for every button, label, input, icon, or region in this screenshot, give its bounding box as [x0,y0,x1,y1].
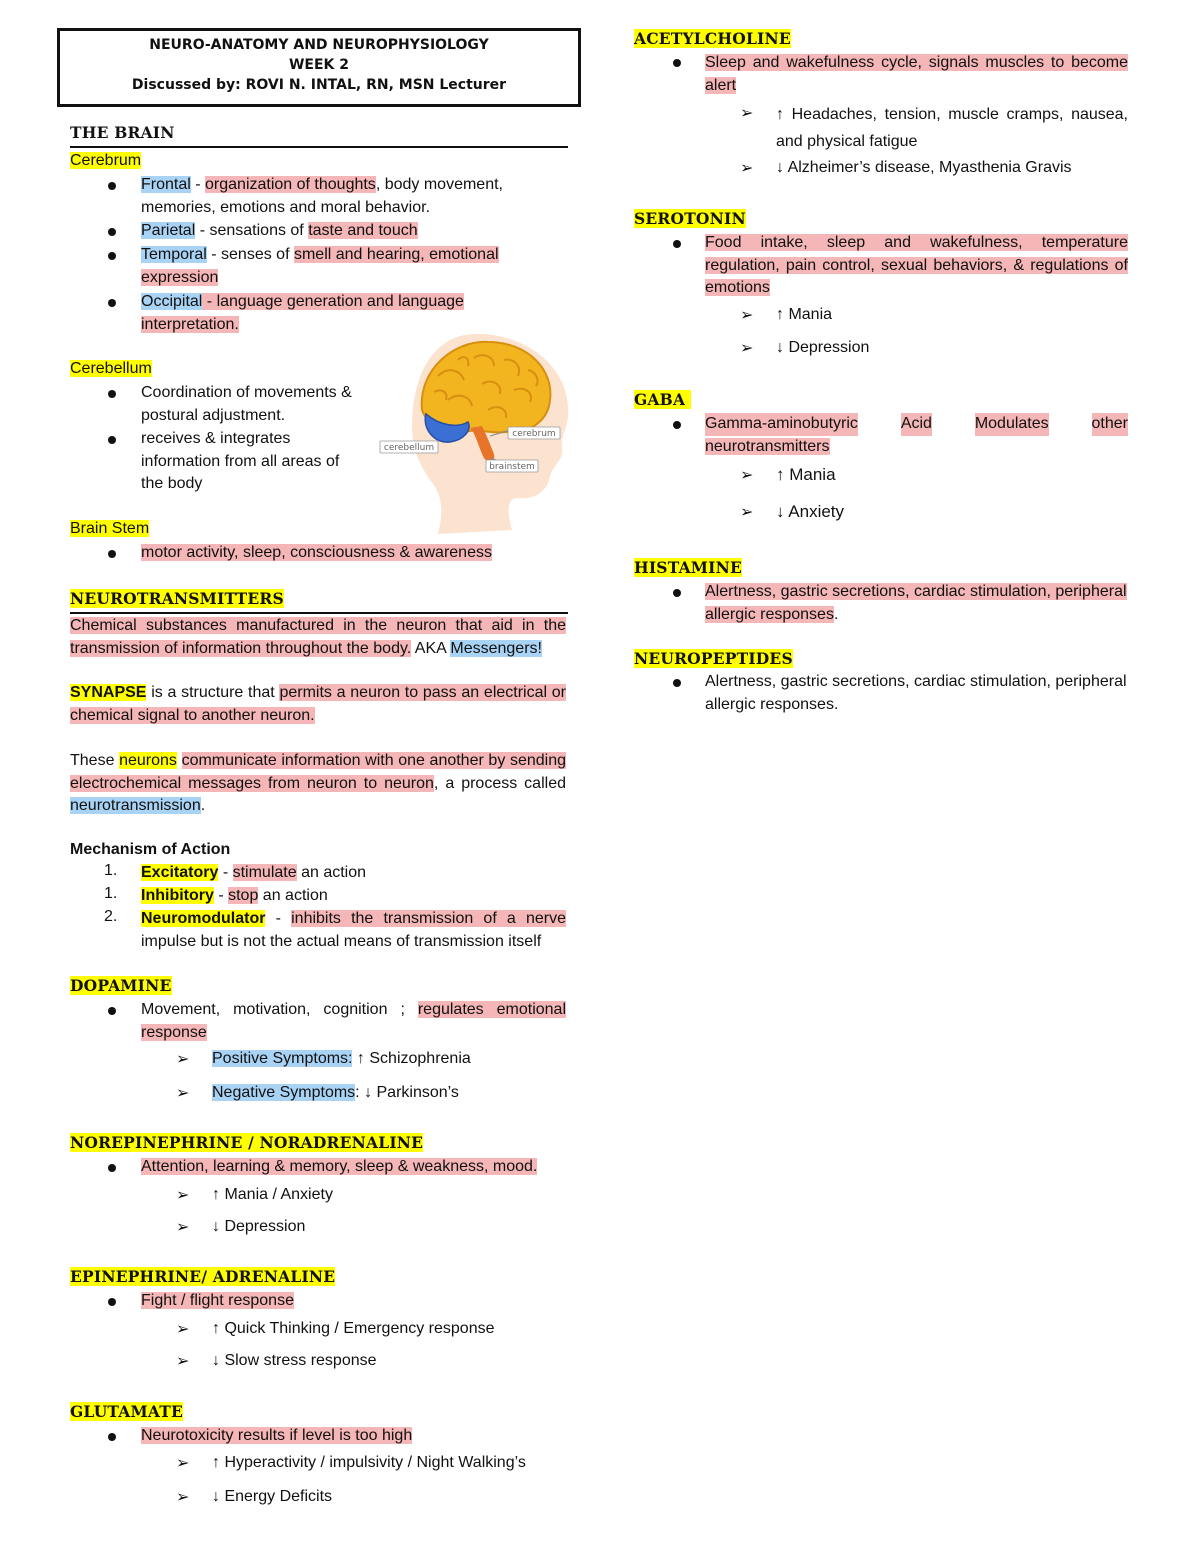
acetylcholine-sub-2: ↓ Alzheimer’s disease, Myasthenia Gravis [776,159,1072,176]
arrow-bullet-icon: ➢ [176,1353,190,1370]
header-week: WEEK 2 [288,57,350,73]
bullet-icon [673,59,681,67]
bullet-icon [108,228,116,236]
moa-number: 1. [104,885,118,902]
bullet-icon [108,436,116,444]
glutamate-item: Neurotoxicity results if level is too high [141,1427,413,1444]
neuropeptides-item: Alertness, gastric secretions, cardiac stimulation, peripheral allergic responses. [705,673,1127,713]
arrow-bullet-icon: ➢ [176,1455,190,1472]
dopamine-heading: DOPAMINE [70,976,172,995]
brain-figure [378,330,574,536]
glutamate-sub-1: ↑ Hyperactivity / impulsivity / Night Walking’s [212,1454,526,1471]
brainstem-label: Brain Stem [70,520,150,537]
serotonin-item: Food intake, sleep and wakefulness, temperature regulation, pain control, sexual behaviors, & regulations of emotions [705,234,1128,296]
histamine-heading: HISTAMINE [634,558,742,577]
acetylcholine-item: Sleep and wakefulness cycle, signals muscles to become alert [705,54,1128,94]
cerebellum-item-1: Coordination of movements & postural adjustment. [141,384,352,424]
arrow-bullet-icon: ➢ [176,1489,190,1506]
serotonin-sub-1: ↑ Mania [776,306,833,323]
moa-item-neuromodulator: Neuromodulator - inhibits the transmission of a nerve impulse but is not the actual means of transmission itself [141,910,567,950]
brain-heading: THE BRAIN [70,123,175,142]
bullet-icon [108,182,116,190]
neurotransmitters-heading: NEUROTRANSMITTERS [70,589,284,608]
norepinephrine-sub-1: ↑ Mania / Anxiety [212,1186,333,1203]
figure-label-brainstem: brainstem [489,462,535,472]
norepinephrine-item: Attention, learning & memory, sleep & weakness, mood. [141,1158,538,1175]
histamine-item-wrap: Alertness, gastric secretions, cardiac stimulation, peripheral allergic responses. [705,583,1127,623]
arrow-bullet-icon: ➢ [740,160,754,177]
figure-label-cerebrum: cerebrum [512,429,556,439]
arrow-bullet-icon: ➢ [740,105,754,122]
neuro-rule [70,612,568,614]
serotonin-sub-2: ↓ Depression [776,339,870,356]
header-title: NEURO-ANATOMY AND NEUROPHYSIOLOGY [149,37,489,53]
arrow-bullet-icon: ➢ [176,1187,190,1204]
bullet-icon [108,299,116,307]
neurons-paragraph: These neurons communicate information with one another by sending electrochemical messages from neuron to neuron, a process called neurotransmission. [70,752,567,814]
bullet-icon [673,421,681,429]
parietal-item: Parietal - sensations of taste and touch [141,222,418,239]
synapse-paragraph: SYNAPSE is a structure that permits a neuron to pass an electrical or chemical signal to another neuron. [70,684,566,724]
bullet-icon [108,252,116,260]
arrow-bullet-icon: ➢ [740,504,754,521]
bullet-icon [108,390,116,398]
dopamine-sub-1: Positive Symptoms: ↑ Schizophrenia [212,1050,471,1067]
moa-item-inhibitory: Inhibitory - stop an action [141,887,328,904]
temporal-item: Temporal - senses of smell and hearing, emotional expression [141,246,499,286]
header-byline: Discussed by: ROVI N. INTAL, RN, MSN Lecturer [131,77,507,93]
epinephrine-heading: EPINEPHRINE/ ADRENALINE [70,1267,336,1286]
figure-label-cerebellum: cerebellum [383,443,435,453]
occipital-item: Occipital - language generation and language interpretation. [141,293,464,333]
neuropeptides-heading: NEUROPEPTIDES [634,649,793,668]
arrow-bullet-icon: ➢ [740,340,754,357]
gaba-item: Gamma-aminobutyric Acid Modulates other neurotransmitters [705,415,1128,455]
bullet-icon [108,1433,116,1441]
neuro-definition: Chemical substances manufactured in the neuron that aid in the transmission of information throughout the body. AKA Messengers! [70,617,566,657]
gaba-sub-2: ↓ Anxiety [776,502,845,521]
bullet-icon [108,1007,116,1015]
arrow-bullet-icon: ➢ [740,307,754,324]
acetylcholine-sub-1: ↑ Headaches, tension, muscle cramps, nausea, and physical fatigue [776,106,1128,150]
moa-number: 1. [104,862,118,879]
arrow-bullet-icon: ➢ [740,467,754,484]
cerebellum-item-2: receives & integrates information from all areas of the body [141,430,340,492]
gaba-sub-1: ↑ Mania [776,465,836,484]
bullet-icon [108,1298,116,1306]
cerebrum-label: Cerebrum [70,152,142,169]
norepinephrine-heading: NOREPINEPHRINE / NORADRENALINE [70,1133,424,1152]
glutamate-heading: GLUTAMATE [70,1402,184,1421]
brain-rule [70,146,568,148]
arrow-bullet-icon: ➢ [176,1085,190,1102]
arrow-bullet-icon: ➢ [176,1219,190,1236]
bullet-icon [108,1164,116,1172]
bullet-icon [673,679,681,687]
serotonin-heading: SEROTONIN [634,209,746,228]
left-column [70,0,566,1553]
epinephrine-sub-1: ↑ Quick Thinking / Emergency response [212,1320,495,1337]
epinephrine-item: Fight / flight response [141,1292,294,1309]
brainstem-item: motor activity, sleep, consciousness & awareness [141,544,492,561]
gaba-heading: GABA [634,390,686,409]
cerebellum-label: Cerebellum [70,360,152,377]
epinephrine-sub-2: ↓ Slow stress response [212,1352,377,1369]
arrow-bullet-icon: ➢ [176,1051,190,1068]
bullet-icon [108,550,116,558]
histamine-item: Alertness, gastric secretions, cardiac stimulation, peripheral allergic responses [705,583,1127,623]
right-column [634,0,1128,1553]
moa-item-excitatory: Excitatory - stimulate an action [141,864,367,881]
acetylcholine-heading: ACETYLCHOLINE [634,29,791,48]
bullet-icon [673,589,681,597]
norepinephrine-sub-2: ↓ Depression [212,1218,306,1235]
dopamine-sub-2: Negative Symptoms: ↓ Parkinson’s [212,1084,459,1101]
glutamate-sub-2: ↓ Energy Deficits [212,1488,333,1505]
bullet-icon [673,240,681,248]
dopamine-item: Movement, motivation, cognition ; regulates emotional response [141,1001,566,1041]
moa-number: 2. [104,908,118,925]
frontal-item: Frontal - organization of thoughts, body movement, memories, emotions and moral behavior. [141,176,503,216]
arrow-bullet-icon: ➢ [176,1321,190,1338]
moa-heading: Mechanism of Action [70,841,231,858]
